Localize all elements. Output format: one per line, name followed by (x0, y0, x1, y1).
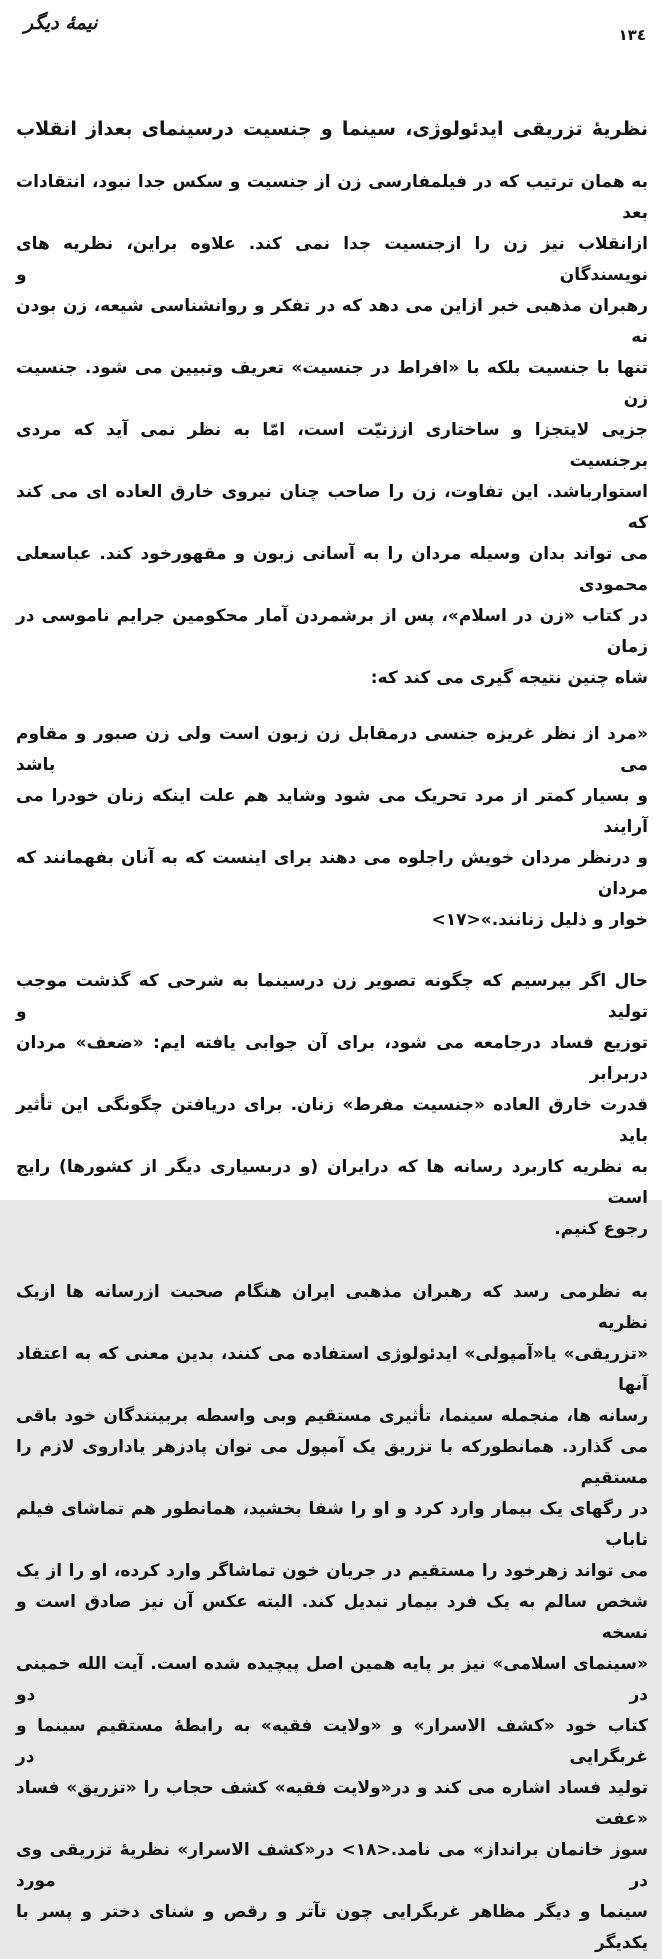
text-line: و بسیار کمتر از مرد تحریک می شود وشاید هم علت اینکه زنان خودرا می آرایند (16, 786, 648, 837)
text-line: قدرت خارق العاده «جنسیت مفرط» زنان. برای دریافتن چگونگی این تأثیر باید (16, 1095, 648, 1146)
text-line: رجوع کنیم. (554, 1219, 648, 1239)
text-line: سوز خانمان برانداز» می نامد.<۱۸> در«کشف الاسرار» نظریهٔ تزریقی وی در مورد (16, 1840, 648, 1891)
article-title: نظریهٔ تزریقی ایدئولوژی، سینما و جنسیت درسینمای بعداز انقلاب (16, 118, 648, 140)
text-line: «تزریقی» یا«آمپولی» ایدئولوژی استفاده می کنند، بدین معنی که به اعتقاد آنها (16, 1344, 648, 1395)
text-line: جزیی لایتجزا و ساختاری اززنیّت است، امّا به نظر نمی آید که مردی برجنسیت (16, 420, 648, 471)
text-line: می تواند بدان وسیله مردان را به آسانی زبون و مقهورخود کند. عباسعلی محمودی (16, 544, 648, 595)
text-line: خوار و ذلیل زنانند.»<۱۷> (431, 910, 648, 930)
text-line: رسانه ها، منجمله سینما، تأثیری مستقیم وبی واسطه بربینندگان خود باقی (16, 1406, 648, 1426)
text-line: به نظرمی رسد که رهبران مذهبی ایران هنگام صحبت ازرسانه ها ازیک نظریه (16, 1282, 648, 1333)
text-line: ازانقلاب نیز زن را ازجنسیت جدا نمی کند. علاوه براین، نظریه های نویسندگان و (16, 234, 648, 285)
text-line: «سینمای اسلامی» نیز بر پایه همین اصل پیچیده شده است. آیت الله خمینی در دو (16, 1654, 648, 1705)
paragraph-intro (16, 167, 648, 694)
paragraph-injection-theory (16, 1277, 648, 1959)
journal-title: نیمهٔ دیگر (24, 12, 98, 34)
page-header (16, 0, 648, 62)
text-line: در کتاب «زن در اسلام»، پس از برشمردن آمار محکومین جرایم ناموسی در زمان (16, 606, 648, 657)
text-line: استوارباشد. این تفاوت، زن را صاحب چنان نیروی خارق العاده ای می کند که (16, 482, 648, 533)
text-line: می گذارد. همانطورکه با تزریق یک آمپول می توان پادزهر یاداروی لازم را مستقیم (16, 1437, 648, 1488)
text-line: حال اگر بپرسیم که چگونه تصویر زن درسینما به شرحی که گذشت موجب تولید و (16, 971, 648, 1022)
text-line: شخص سالم به یک فرد بیمار تبدیل کند. البته عکس آن نیز صادق است و نسخه (16, 1592, 648, 1643)
page-number: ۱۳٤ (618, 26, 646, 44)
text-line: به همان ترتیب که در فیلمفارسی زن از جنسیت و سکس جدا نبود، انتقادات بعد (16, 172, 648, 223)
text-line: توزیع فساد درجامعه می شود، برای آن جوابی یافته ایم: «ضعف» مردان دربرابر (16, 1033, 648, 1084)
text-line: می تواند زهرخود را مستقیم در جریان خون تماشاگر وارد کرده، او را از یک (16, 1561, 648, 1581)
text-line: کتاب خود «کشف الاسرار» و «ولایت فقیه» به رابطهٔ مستقیم سینما و غربگرایی در (16, 1716, 648, 1767)
block-quote-mahmoudi (16, 719, 648, 936)
text-line: رهبران مذهبی خبر ازاین می دهد که در تفکر و روانشناسی شیعه، زن بودن نه (16, 296, 648, 347)
text-line: و درنظر مردان خویش راجلوه می دهند برای اینست که به آنان بفهمانند که مردان (16, 848, 648, 899)
text-line: «مرد از نظر غریزه جنسی درمقابل زن زبون است ولی زن صبور و مقاوم می باشد (16, 724, 648, 775)
text-line: سینما و دیگر مظاهر غربگرایی چون تآتر و رقص و شنای دختر و پسر با یکدیگر (16, 1902, 648, 1953)
text-line: تنها با جنسیت بلکه با «افراط در جنسیت» تعریف وتبیین می شود. جنسیت زن (16, 358, 648, 409)
text-line: به نظریه کاربرد رسانه ها که درایران (و دربسیاری دیگر از کشورها) رایج است (16, 1157, 648, 1208)
text-line: تولید فساد اشاره می کند و در«ولایت فقیه» کشف حجاب را «تزریق» فساد «عفت (16, 1778, 648, 1829)
article-body (16, 167, 648, 1959)
paragraph-question (16, 966, 648, 1245)
text-line: شاه چنین نتیجه گیری می کند که: (370, 668, 648, 688)
text-line: در رگهای یک بیمار وارد کرد و او را شفا بخشید، همانطور هم تماشای فیلم ناباب (16, 1499, 648, 1550)
